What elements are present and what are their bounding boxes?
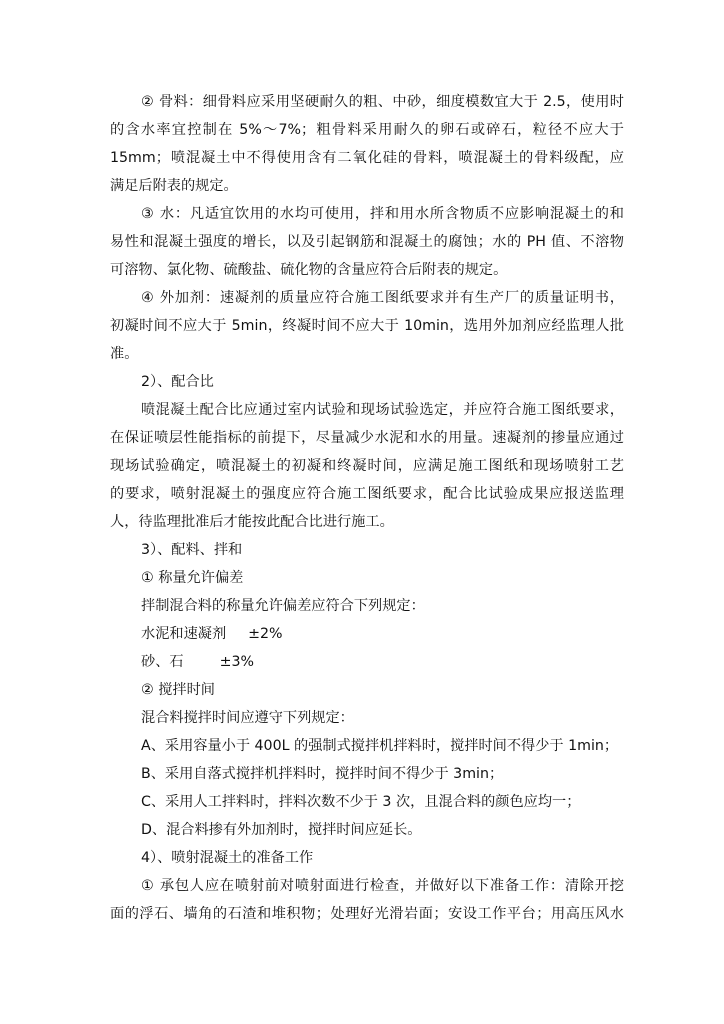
text-mixing-intro: 混合料搅拌时间应遵守下列规定：: [141, 710, 354, 726]
section-heading-preparation: 4）、喷射混凝土的准备工作: [141, 850, 314, 866]
paragraph-aggregate-line: 15mm；喷混凝土中不得使用含有二氧化硅的骨料，喷混凝土的骨料级配，应: [110, 150, 624, 166]
paragraph-aggregate-line: ② 骨料：细骨料应采用坚硬耐久的粗、中砂，细度模数宜大于 2.5，使用时: [141, 94, 624, 110]
paragraph-aggregate-line: 满足后附表的规定。: [110, 178, 238, 194]
tolerance-label: 砂、石: [141, 654, 184, 670]
paragraph-preparation-line: ① 承包人应在喷射前对喷射面进行检查，并做好以下准备工作：清除开挖: [141, 878, 624, 894]
tolerance-row-cement: [110, 620, 624, 648]
paragraph-mix-ratio-line: 人，待监理批准后才能按此配合比进行施工。: [110, 514, 394, 530]
paragraph-mix-ratio-line: 喷混凝土配合比应通过室内试验和现场试验选定，并应符合施工图纸要求，: [141, 402, 624, 418]
paragraph-mix-ratio-line: 现场试验确定，喷混凝土的初凝和终凝时间，应满足施工图纸和现场喷射工艺: [110, 458, 624, 474]
tolerance-value: ±3%: [219, 654, 254, 670]
paragraph-water-line: 易性和混凝土强度的增长，以及引起钢筋和混凝土的腐蚀；水的 PH 值、不溶物: [110, 234, 624, 250]
list-item-d: D、混合料掺有外加剂时，搅拌时间应延长。: [141, 822, 422, 838]
tolerance-row-aggregate: [110, 648, 624, 676]
subheading-mixing-time: ② 搅拌时间: [141, 682, 215, 698]
paragraph-aggregate-line: 的含水率宜控制在 5%～7%；粗骨料采用耐久的卵石或碎石，粒径不应大于: [110, 122, 624, 138]
tolerance-value: ±2%: [248, 626, 283, 642]
paragraph-water-line: ③ 水：凡适宜饮用的水均可使用，拌和用水所含物质不应影响混凝土的和: [141, 206, 624, 222]
subheading-weighing-tolerance: ① 称量允许偏差: [141, 570, 244, 586]
list-item-c: C、采用人工拌料时，拌料次数不少于 3 次，且混合料的颜色应均一；: [141, 794, 581, 810]
paragraph-mix-ratio-line: 在保证喷层性能指标的前提下，尽量减少水泥和水的用量。速凝剂的掺量应通过: [110, 430, 624, 446]
text-tolerance-intro: 拌制混合料的称量允许偏差应符合下列规定：: [141, 598, 425, 614]
paragraph-admixture-line: 准。: [110, 346, 139, 362]
paragraph-admixture-line: ④ 外加剂：速凝剂的质量应符合施工图纸要求并有生产厂的质量证明书，: [141, 290, 624, 306]
section-heading-mix-ratio: 2）、配合比: [141, 374, 214, 390]
paragraph-water-line: 可溶物、氯化物、硫酸盐、硫化物的含量应符合后附表的规定。: [110, 262, 508, 278]
tolerance-label: 水泥和速凝剂: [141, 626, 227, 642]
section-heading-batching: 3）、配料、拌和: [141, 542, 243, 558]
list-item-b: B、采用自落式搅拌机拌料时，搅拌时间不得少于 3min；: [141, 766, 504, 782]
document-body: [110, 88, 624, 928]
paragraph-admixture-line: 初凝时间不应大于 5min，终凝时间不应大于 10min，选用外加剂应经监理人批: [110, 318, 624, 334]
list-item-a: A、采用容量小于 400L 的强制式搅拌机拌料时，搅拌时间不得少于 1min；: [141, 738, 619, 754]
paragraph-mix-ratio-line: 的要求，喷射混凝土的强度应符合施工图纸要求，配合比试验成果应报送监理: [110, 486, 624, 502]
paragraph-preparation-line: 面的浮石、墙角的石渣和堆积物；处理好光滑岩面；安设工作平台；用高压风水: [110, 906, 624, 922]
